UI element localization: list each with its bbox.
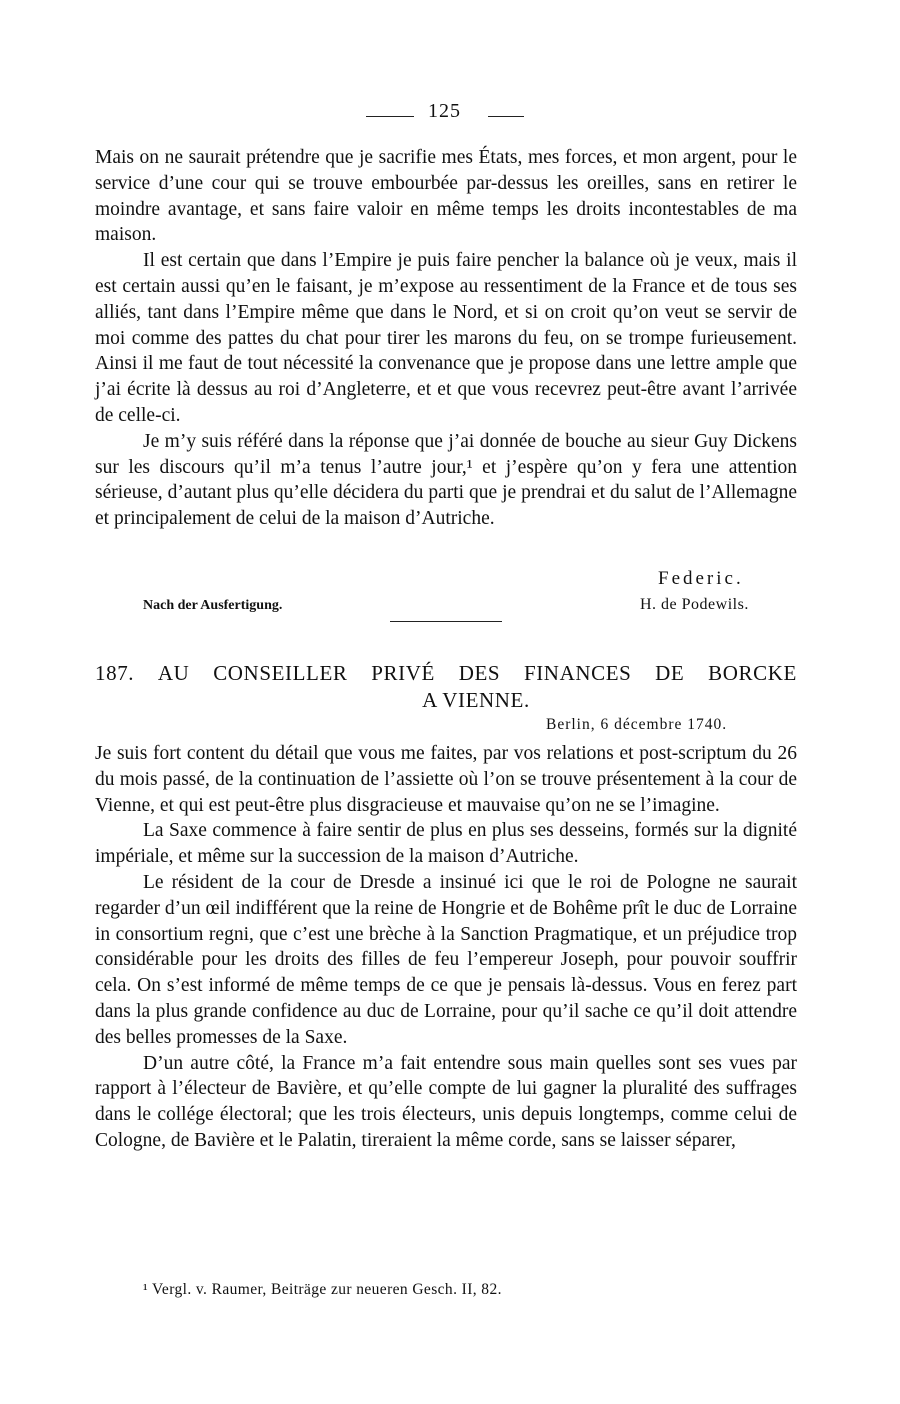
page-number: 125 [428, 100, 461, 122]
source-note: Nach der Ausfertigung. [143, 598, 283, 613]
header-rule-left [366, 116, 414, 117]
paragraph: Le résident de la cour de Dresde a insinué ici que le roi de Pologne ne saurait regarder d’un œil indifférent que la reine de Hongrie et de Bohême prît le duc de Lorraine in consortium regni, que c’est une brèche à la Sanction Pragmatique, et un préjudice trop considérable pour les droits des filles de feu l’empereur Joseph, pour pouvoir souffrir cela. On s’est informé de même temps de ce que je pensais là-dessus. Vous en ferez part dans la plus grande confidence au duc de Lorraine, pour qu’il sache ce qu’il doit attendre des belles promesses de la Saxe. [95, 871, 797, 1048]
header-rule-right [488, 116, 524, 117]
paragraph: Je suis fort content du détail que vous me faites, par vos relations et post-scriptum du 26 du mois passé, de la continuation de l’assiette où l’on se trouve présentement à la cour de Vienne, et qui est peut-être plus disgracieuse et mauvaise qu’on ne se l’imagine. [95, 743, 797, 816]
letter-187-text [95, 741, 797, 1154]
paragraph: Il est certain que dans l’Empire je puis faire pencher la balance où je veux, mais il est certain aussi qu’en le faisant, je m’expose au ressentiment de la France et de tous ses alliés, tant dans l’Empire même que dans le Nord, et si on croit qu’on veut se servir de moi comme des pattes du chat pour tirer les marons du feu, on se trompe furieusement. Ainsi il me faut de tout nécessité la convenance que je propose dans une lettre ample que j’ai écrite là dessus au roi d’Angleterre, et et que vous recevrez peut-être avant l’arrivée de celle-ci. [95, 250, 797, 426]
heading-word: CONSEILLER [213, 661, 348, 685]
section-divider [390, 621, 502, 622]
paragraph: Mais on ne saurait prétendre que je sacrifie mes États, mes forces, et mon argent, pour le service d’une cour qui se trouve embourbée par-dessus les oreilles, sans en retirer le moindre avantage, et sans faire valoir en même temps les droits incontestables de ma maison. [95, 147, 797, 246]
paragraph: Je m’y suis référé dans la réponse que j’ai donnée de bouche au sieur Guy Dickens sur les discours qu’il m’a tenus l’autre jour,¹ et j’espère qu’on y fera une attention sérieuse, d’autant plus qu’elle décidera du parti que je prendrai et du salut de l’Allemagne et principalement de celui de la maison d’Autriche. [95, 430, 797, 530]
heading-line-2: A VIENNE. [422, 688, 530, 712]
signature: Federic. [658, 568, 744, 589]
letter-186-text [95, 145, 797, 532]
heading-word: BORCKE [708, 661, 797, 685]
heading-word: DE [655, 661, 685, 685]
paragraph: La Saxe commence à faire sentir de plus en plus ses desseins, formés sur la dignité impériale, et même sur la succession de la maison d’Autriche. [95, 820, 797, 868]
heading-word: AU [157, 661, 190, 685]
heading-word: FINANCES [523, 661, 632, 685]
paragraph: D’un autre côté, la France m’a fait entendre sous main quelles sont ses vues par rapport à l’électeur de Bavière, et qu’elle compte de lui gagner la pluralité des suffrages dans le collége électoral; que les trois électeurs, unis depuis longtemps, comme celui de Cologne, de Bavière et le Palatin, tireraient la même corde, sans se laisser séparer, [95, 1052, 797, 1151]
footnote: ¹ Vergl. v. Raumer, Beiträge zur neueren Gesch. II, 82. [143, 1281, 502, 1298]
countersignature: H. de Podewils. [640, 596, 749, 613]
letter-number: 187. [95, 661, 135, 685]
dateline: Berlin, 6 décembre 1740. [546, 716, 728, 733]
heading-word: PRIVÉ [371, 661, 435, 685]
letter-heading [95, 660, 797, 714]
page-header [0, 100, 900, 130]
heading-word: DES [458, 661, 501, 685]
